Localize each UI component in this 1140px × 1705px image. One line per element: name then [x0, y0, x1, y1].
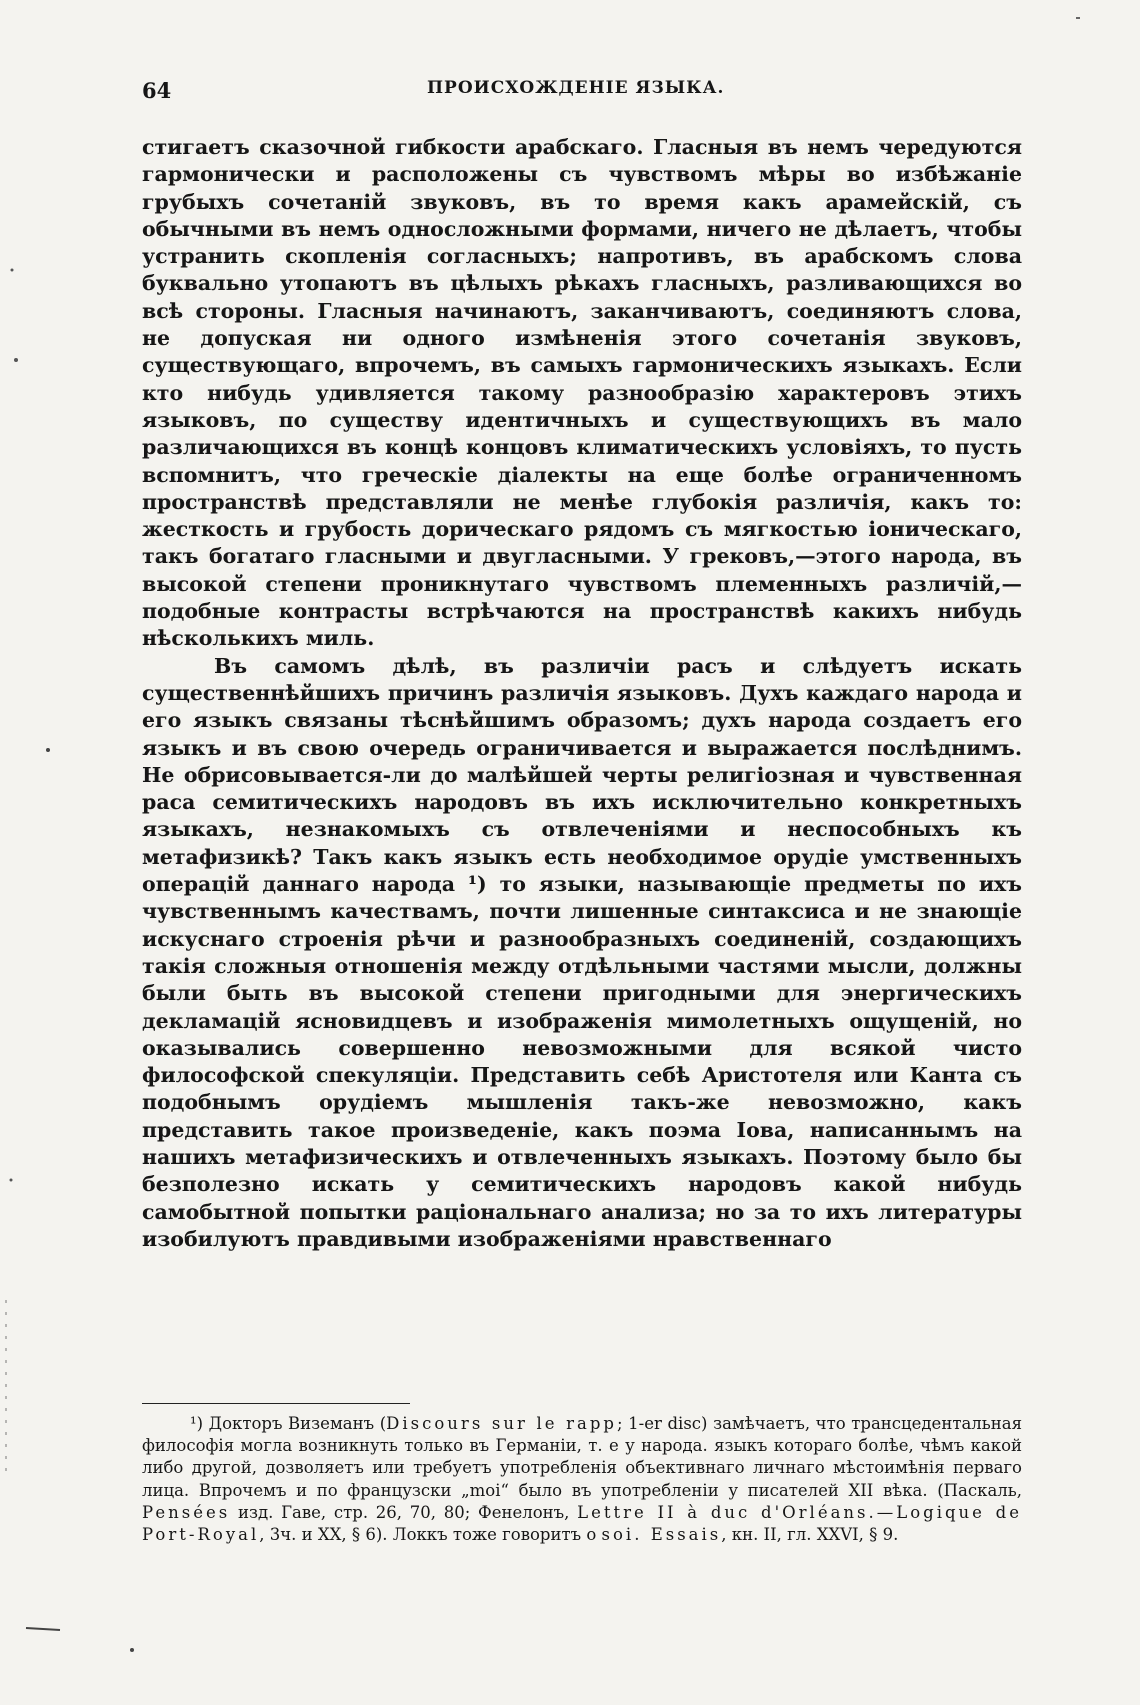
footnote-spaced-title: Discours sur le rapp: [386, 1414, 617, 1433]
running-title: ПРОИСХОЖДЕНІЕ ЯЗЫКА.: [427, 78, 725, 98]
footnote-spaced-title: Lettre II à duc d'Orléans.—Logique de Port-Royal: [142, 1502, 1023, 1545]
speck: [14, 358, 18, 362]
footnote-mark: ¹): [190, 1414, 204, 1433]
page-number: 64: [142, 78, 172, 103]
footnote-spaced-title: Pensées: [142, 1502, 231, 1522]
footnote-spaced-title: soi. Essais: [601, 1525, 722, 1545]
speck: [11, 269, 14, 272]
footnote-text: ; 1-er disc) замѣчаетъ, что трансцедентальная философія могла возникнуть только въ Германіи, т. е у народа. языкъ котораго болѣе, чѣмъ какой либо другой, дозволяетъ или требуетъ употребленія объективнаго личнаго мѣстоимѣнія перваго лица. Впрочемъ и по французски „moi“ было въ употребленіи у писателей XII вѣка. (Паскаль,: [142, 1414, 1022, 1500]
speck: [130, 1648, 134, 1652]
footnote-text: , 3ч. и XX, § 6). Локкъ тоже говоритъ о: [259, 1525, 602, 1545]
footnote-text: Докторъ Виземанъ (: [203, 1414, 387, 1433]
speck: [10, 1179, 13, 1182]
footnote-text: изд. Гаве, стр. 26, 70, 80; Фенелонъ,: [230, 1502, 578, 1522]
page-edge-mark: [26, 1628, 60, 1630]
paragraph-1: стигаетъ сказочной гибкости арабскаго. Гласныя въ немъ чередуются гармонически и расположены съ чувствомъ мѣры во избѣжаніе грубыхъ сочетаній звуковъ, въ то время какъ арамейскій, съ обычными въ немъ односложными формами, ничего не дѣлаетъ, чтобы устранить скопленія согласныхъ; напротивъ, въ арабскомъ слова буквально утопаютъ въ цѣлыхъ рѣкахъ гласныхъ, разливающихся во всѣ стороны. Гласныя начинаютъ, заканчиваютъ, соединяютъ слова, не допуская ни одного измѣненія этого сочетанія звуковъ, существующаго, впрочемъ, въ самыхъ гармоническихъ языкахъ. Если кто нибудь удивляется такому разнообразію характеровъ этихъ языковъ, по существу идентичныхъ и существующихъ въ мало различающихся въ концѣ концовъ климатическихъ условіяхъ, то пусть вспомнитъ, что греческіе діалекты на еще болѣе ограниченномъ пространствѣ представляли не менѣе глубокія различія, какъ то: жесткость и грубость дорическаго рядомъ съ мягкостью іоническаго, такъ богатаго гласными и двугласными. У грековъ,—этого народа, въ высокой степени проникнутаго чувствомъ племенныхъ различій,—подобные контрасты встрѣчаются на пространствѣ какихъ нибудь нѣсколькихъ миль.: [142, 135, 1022, 651]
speck: [46, 748, 50, 752]
paragraph-2: Въ самомъ дѣлѣ, въ различіи расъ и слѣдуетъ искать существеннѣйшихъ причинъ различія языковъ. Духъ каждаго народа и его языкъ связаны тѣснѣйшимъ образомъ; духъ народа создаетъ его языкъ и въ свою очередь ограничивается и выражается послѣднимъ. Не обрисовывается-ли до малѣйшей черты религіозная и чувственная раса семитическихъ народовъ въ ихъ исключительно конкретныхъ языкахъ, незнакомыхъ съ отвлеченіями и неспособныхъ къ метафизикѣ? Такъ какъ языкъ есть необходимое орудіе умственныхъ операцій даннаго народа ¹) то языки, называющіе предметы по ихъ чувственнымъ качествамъ, почти лишенные синтаксиса и не знающіе искуснаго строенія рѣчи и разнообразныхъ соединеній, создающихъ такія сложныя отношенія между отдѣльными частями мысли, должны были быть въ высокой степени пригодными для энергическихъ декламацій ясновидцевъ и изображенія мимолетныхъ ощущеній, но оказывались совершенно невозможными для всякой чисто философской спекуляціи. Представить себѣ Аристотеля или Канта съ подобнымъ орудіемъ мышленія такъ-же невозможно, какъ представить такое произведеніе, какъ поэма Іова, написаннымъ на нашихъ метафизическихъ и отвлеченныхъ языкахъ. Поэтому было бы безполезно искать у семитическихъ народовъ какой нибудь самобытной попытки раціональнаго анализа; но за то ихъ литературы изобилуютъ правдивыми изображеніями нравственнаго: [142, 653, 1022, 1251]
footnote-text: , кн. II, гл. XXVI, § 9.: [721, 1525, 899, 1545]
